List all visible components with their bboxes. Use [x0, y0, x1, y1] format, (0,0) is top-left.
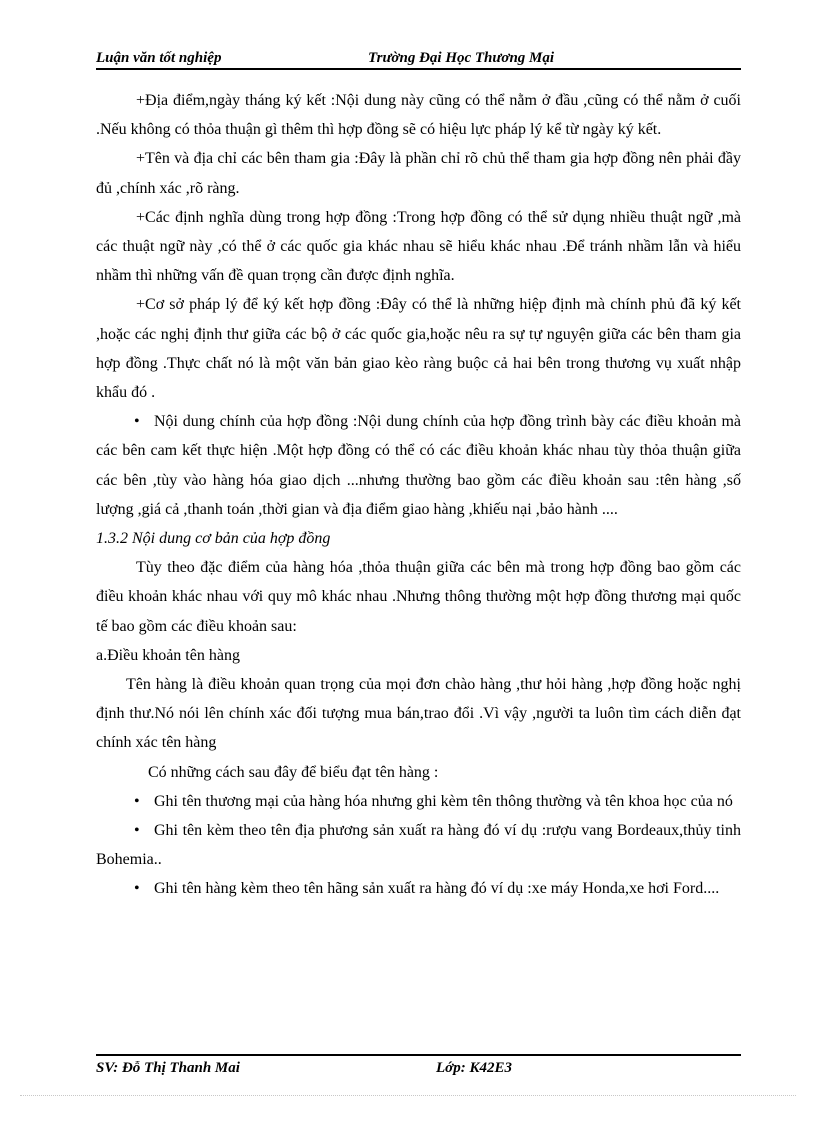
- bullet-main-content: [96, 407, 741, 524]
- section-title: 1.3.2 Nội dung cơ bản của hợp đồng: [96, 530, 331, 548]
- page-boundary: [20, 1095, 796, 1096]
- bullet-icon: •: [134, 822, 140, 840]
- bullet-icon: •: [134, 792, 140, 810]
- list-item-text: Ghi tên hàng kèm theo tên hãng sản xuất ra hàng đó ví dụ :xe máy Honda,xe hơi Ford....: [154, 880, 720, 898]
- page-footer: [96, 1054, 741, 1080]
- footer-class: Lớp: K42E3: [436, 1060, 512, 1076]
- list-item-text: Ghi tên kèm theo tên địa phương sản xuất ra hàng đó ví dụ :rượu vang Bordeaux,thủy tinh Bohemia..: [96, 822, 741, 869]
- header-thesis-label: Luận văn tốt nghiệp: [96, 50, 222, 66]
- subheading-item-name: a.Điều khoản tên hàng: [96, 646, 240, 664]
- paragraph-place-date: +Địa điểm,ngày tháng ký kết :Nội dung này cũng có thể nằm ở đầu ,cũng có thể nằm ở cuối .Nếu không có thỏa thuận gì thêm thì hợp đồng sẽ có hiệu lực pháp lý kể từ ngày ký kết.: [96, 92, 741, 139]
- paragraph-ways-intro: Có những cách sau đây để biểu đạt tên hàng :: [148, 763, 439, 781]
- paragraph-legal-basis: +Cơ sở pháp lý để ký kết hợp đồng :Đây có thể là những hiệp định mà chính phủ đã ký kết ,hoặc các nghị định thư giữa các bộ ở các quốc gia,hoặc nêu ra sự tự nguyện giữa các bên tham gia hợp đồng .Thực chất nó là một văn bản giao kèo ràng buộc cả hai bên trong thương vụ xuất nhập khẩu đó .: [96, 296, 741, 402]
- list-item: [96, 874, 741, 903]
- document-body: [96, 86, 741, 1016]
- paragraph-basic-content: Tùy theo đặc điểm của hàng hóa ,thỏa thuận giữa các bên mà trong hợp đồng bao gồm các điều khoản khác nhau với quy mô khác nhau .Nhưng thông thường một hợp đồng thương mại quốc tế bao gồm các điều khoản sau:: [96, 559, 741, 635]
- list-item: [96, 816, 741, 874]
- bullet-main-text: Nội dung chính của hợp đồng :Nội dung chính của hợp đồng trình bày các điều khoản mà các bên cam kết thực hiện .Một hợp đồng có thể có các điều khoản khác nhau tùy thỏa thuận giữa các bên ,tùy vào hàng hóa giao dịch ...nhưng thường bao gồm các điều khoản sau :tên hàng ,số lượng ,giá cả ,thanh toán ,thời gian và địa điểm giao hàng ,khiếu nại ,bảo hành ....: [96, 413, 741, 518]
- page-header: [96, 46, 741, 70]
- list-item: [96, 787, 741, 816]
- paragraph-item-name: Tên hàng là điều khoản quan trọng của mọi đơn chào hàng ,thư hỏi hàng ,hợp đồng hoặc nghị định thư.Nó nói lên chính xác đối tượng mua bán,trao đổi .Vì vậy ,người ta luôn tìm cách diễn đạt chính xác tên hàng: [96, 676, 741, 752]
- bullet-icon: •: [134, 413, 140, 431]
- paragraph-definitions: +Các định nghĩa dùng trong hợp đồng :Trong hợp đồng có thể sử dụng nhiều thuật ngữ ,mà các thuật ngữ này ,có thể ở các quốc gia khác nhau sẽ hiểu khác nhau .Để tránh nhầm lẫn và hiểu nhầm thì những vấn đề quan trọng cần được định nghĩa.: [96, 208, 741, 285]
- paragraph-parties: +Tên và địa chỉ các bên tham gia :Đây là phần chỉ rõ chủ thể tham gia hợp đồng nên phải đầy đủ ,chính xác ,rõ ràng.: [96, 150, 741, 197]
- footer-student-name: SV: Đỗ Thị Thanh Mai: [96, 1060, 240, 1076]
- list-item-text: Ghi tên thương mại của hàng hóa nhưng ghi kèm tên thông thường và tên khoa học của nó: [154, 792, 733, 810]
- header-university: Trường Đại Học Thương Mại: [368, 50, 555, 66]
- bullet-icon: •: [134, 880, 140, 898]
